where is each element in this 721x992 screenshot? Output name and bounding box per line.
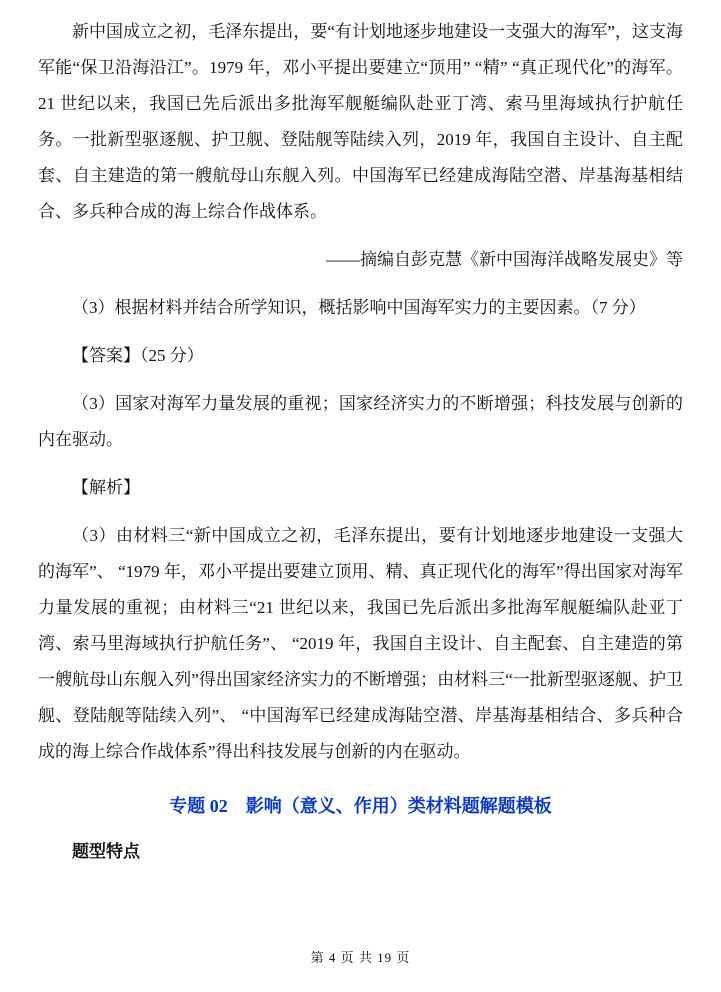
answer-3: （3）国家对海军力量发展的重视；国家经济实力的不断增强；科技发展与创新的内在驱动。 [38,394,683,449]
analysis-paragraph: （3）由材料三“新中国成立之初，毛泽东提出，要有计划地逐步地建设一支强大的海军”、 “1979 年，邓小平提出要建立顶用、精、真正现代化的海军”得出国家对海军力量发展的重视；由材料三“21 世纪以来，我国已先后派出多批海军舰艇编队赴亚丁湾、索马里海域执行护航任务”、 “2019 年，我国自主设计、自主配套、自主建造的第一艘航母山东舰入列”得出国家经济实力的不断增强；由材料三“一批新型驱逐舰、护卫舰、登陆舰等陆续入列”、 “中国海军已经建成海陆空潜、岸基海基相结合、多兵种合成的海上综合作战体系”得出科技发展与创新的内在驱动。 [38,526,683,761]
section-heading: 专题 02 影响（意义、作用）类材料题解题模板 [169,796,552,816]
analysis-label: 【解析】 [72,478,140,497]
subsection-heading: 题型特点 [72,842,140,861]
answer-label: 【答案】（25 分） [72,346,204,365]
material-paragraph: 新中国成立之初，毛泽东提出，要“有计划地逐步地建设一支强大的海军”，这支海军能“保卫沿海沿江”。1979 年，邓小平提出要建立“顶用” “精” “真正现代化”的海军。21 世纪以来，我国已先后派出多批海军舰艇编队赴亚丁湾、索马里海域执行护航任务。一批新型驱逐舰、护卫舰、登陆舰等陆续入列，2019 年，我国自主设计、自主配套、自主建造的第一艘航母山东舰入列。中国海军已经建成海陆空潜、岸基海基相结合、多兵种合成的海上综合作战体系。 [38,22,683,221]
page-footer: 第 4 页 共 19 页 [310,950,411,965]
source-attribution: ——摘编自彭克慧《新中国海洋战略发展史》等 [326,250,683,269]
question-3: （3）根据材料并结合所学知识，概括影响中国海军实力的主要因素。（7 分） [72,298,646,317]
